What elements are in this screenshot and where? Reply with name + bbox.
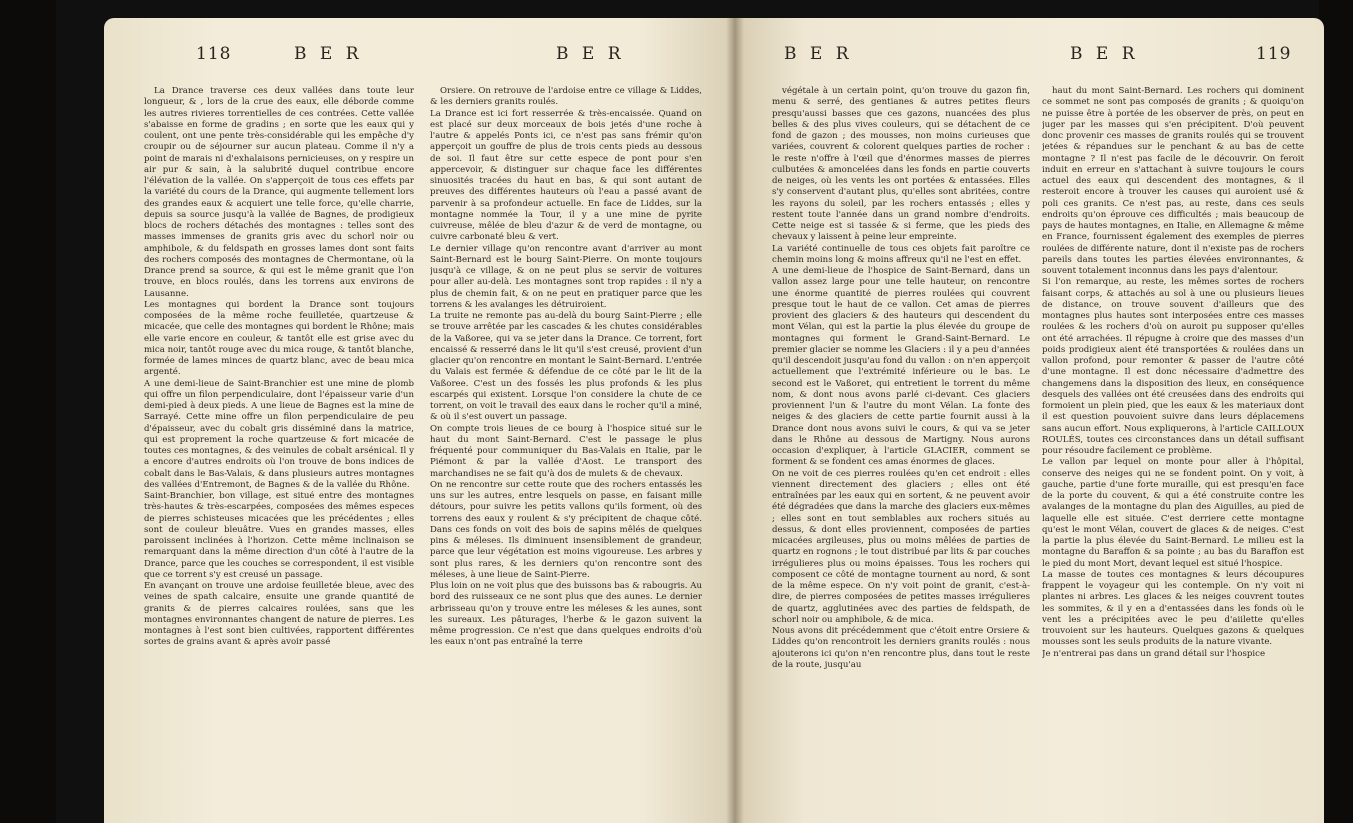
column-text: végétale à un certain point, qu'on trouve du gazon fin, menu & serré, des gentianes & autres petites fleurs presqu'aussi basses que ces gazons, nuancées des plus belles & des plus vives couleurs, qui se détachent de ce fond de gazon ; des mousses, non moins curieuses que variées, couvrent & colorent quelques parties de rocher : le reste n'offre à l'œil que d'énormes masses de pierres culbutées & amoncelées dans les fonds en partie couverts de neiges, où les vents les ont portées & entassées. Elles s'y conservent d'autant plus, qu'elles sont abritées, contre les rayons du soleil, par les rochers entassés ; elles y restent toute l'année dans un grand nombre d'endroits. Cette neige est si tassée & si ferme, que les pieds des chevaux y laissent à peine leur empreinte. La variété continuelle de tous ces objets fait paroître ce chemin moins long & moins affreux qu'il ne l'est en effet. A une demi-lieue de l'hospice de Saint-Bernard, dans un vallon assez large pour une telle hauteur, on rencontre une énorme quantité de pierres roulées qui couvrent presque tout le haut de ce vallon. Cet amas de pierres provient des glaciers & des hauteurs qui descendent du mont Vélan, qui est la partie la plus élevée du groupe de montagnes qui forment le Grand-Saint-Bernard. Le premier glacier se nomme les Glaciers : il y a peu d'années qu'il descendoit jusqu'au fond du vallon : on n'en apperçoit actuellement que l'extrémité inférieure ou le bas. Le second est le Vaßoret, qui entretient le torrent du même nom, & dont nous avons parlé ci-devant. Ces glaciers proviennent l'un & l'autre du mont Vélan. La fonte des neiges & des glaciers de cette partie fournit aussi à la Drance dont nous avons suivi le cours, & qui va se jeter dans le Rhône au dessous de Martigny. Nous aurons occasion d'expliquer, à l'article GLACIER, comment se forment & se fondent ces amas énormes de glaces. On ne voit de ces pierres roulées qu'en cet endroit : elles viennent directement des glaciers ; elles ont été entraînées par les eaux qui en sortent, & ne peuvent avoir été dégradées que dans la marche des glaciers eux-mêmes ; elles sont en tout semblables aux rochers situés au dessus, & dont elles proviennent, composées de parties micacées argileuses, plus ou moins mêlées de parties de quartz en rognons ; le tout distribué par lits & par couches irrégulieres plus ou moins épaisses. Tous les rochers qui composent ce côté de montagne tournent au nord, & sont de la même espece. On n'y voit point de granit, c'est-à-dire, de pierres composées de petites masses irrégulieres de quartz, agglutinées avec des parties de feldspath, de schorl noir ou amphibole, & de mica. Nous avons dit précédemment que c'étoit entre Orsiere & Liddes qu'on rencontroit les derniers granits roulés : nous ajouterons ici qu'on n'en rencontre plus, dans tout le reste de la route, jusqu'au: [772, 86, 1030, 670]
column-text: haut du mont Saint-Bernard. Les rochers qui dominent ce sommet ne sont pas composés de granits ; & quoiqu'on ne puisse être à portée de les observer de près, on peut en juger par les masses qui s'en précipitent. D'où peuvent donc provenir ces masses de granits roulés qui se trouvent jetées & répandues sur le penchant & au bas de cette montagne ? Il n'est pas facile de le découvrir. On feroit induit en erreur en s'attachant à suivre toujours le cours actuel des eaux qui descendent des montagnes, & il resteroit encore à trouver les causes qui auroient usé & poli ces granits. Ce n'est pas, au reste, dans ces seuls endroits qu'on éprouve ces difficultés ; mais beaucoup de pays de hautes montagnes, en Italie, en Allemagne & même en France, fournissent également des exemples de pierres roulées de différente nature, dont il n'existe pas de rochers pareils dans toutes les parties élevées environnantes, & souvent totalement inconnus dans les pays d'alentour. Si l'on remarque, au reste, les mêmes sortes de rochers faisant corps, & attachés au sol à une ou plusieurs lieues de distance, on trouve souvent d'ailleurs que des montagnes plus hautes sont interposées entre ces masses roulées & les rochers d'où on auroit pu supposer qu'elles ont été arrachées. Il répugne à croire que des masses d'un poids prodigieux aient été transportées & roulées dans un vallon profond, pour remonter & passer de l'autre côté d'une montagne. Il est donc nécessaire d'admettre des changemens dans la disposition des lieux, en conséquence desquels des vallées ont été creusées dans des endroits qui formoient un plein pied, que les eaux & les materiaux dont il est question pouvoient suivre dans leurs déplacemens sans aucun effort. Nous expliquerons, à l'article CAILLOUX ROULÉS, toutes ces circonstances dans un détail suffisant pour résoudre facilement ce problème. Le vallon par lequel on monte pour aller à l'hôpital, conserve des neiges qui ne se fondent point. On y voit, à gauche, partie d'une forte muraille, qui est presqu'en face de la porte du couvent, & qui a été construite contre les avalanges de la montagne du plan des Aiguilles, au pied de laquelle elle est située. C'est derriere cette montagne qu'est le mont Vélan, couvert de glaces & de neiges. C'est la partie la plus élevée du Saint-Bernard. Le milieu est la montagne du Baraffon & sa pointe ; au bas du Baraffon est le pied du mont Mort, devant lequel est situé l'hospice. La masse de toutes ces montagnes & leurs découpures frappent le voyageur qui les contemple. On n'y voit ni plantes ni arbres. Les glaces & les neiges couvrent toutes les sommites, & il y en a d'entassées dans les fonds où le vent les a précipitées avec le peu d'aiilette qu'elles trouvoient sur les hauteurs. Quelques gazons & quelques mousses sont les seuls produits de la nature vivante. Je n'entrerai pas dans un grand détail sur l'hospice: [1042, 86, 1304, 659]
book-spread: [56, 0, 1319, 823]
page-number-right: 119: [1256, 44, 1292, 64]
column-text: La Drance traverse ces deux vallées dans toute leur longueur, & , lors de la crue des eaux, elle déborde comme les autres rivieres torrentielles de ces contrées. Cette vallée s'abaisse en forme de gradins ; en sorte que les eaux qui y coulent, ont une pente très-considérable qui les empêche d'y croupir ou de séjourner sur aucun plateau. Comme il n'y a point de marais ni d'exhalaisons pernicieuses, on y respire un air pur & sain, à la salubrité duquel contribue encore l'élévation de la vallée. On s'apperçoit de tous ces effets par la variété du cours de la Drance, qui augmente tellement lors des grandes eaux & acquiert une telle force, qu'elle charrie, depuis sa source jusqu'à la vallée de Bagnes, de prodigieux blocs de rochers détachés des montagnes : telles sont des masses immenses de granits gris avec du schorl noir ou amphibole, & du feldspath en grosses lames dont sont faits des rochers composés des montagnes de Chermontane, où la Drance prend sa source, & qui est le même granit que l'on trouve, en blocs roulés, dans les torrens aux environs de Lausanne. Les montagnes qui bordent la Drance sont toujours composées de la même roche feuilletée, quartzeuse & micacée, que celle des montagnes qui bordent le Rhône; mais elle varie encore en couleur, & tantôt elle est grise avec du mica noir, tantôt rouge avec du mica rouge, & tantôt blanche, formée de lames minces de quartz blanc, avec de beau mica argenté. A une demi-lieue de Saint-Branchier est une mine de plomb qui offre un filon perpendiculaire, dont l'épaisseur varie d'un demi-pied à deux pieds. A une lieue de Bagnes est la mine de Sarrayé. Cette mine offre un filon perpendiculaire de peu d'épaisseur, avec du cobalt gris disséminé dans la matrice, qui est proprement la roche quartzeuse & fort micacée de toutes ces montagnes, & des veinules de cobalt arsénical. Il y a encore d'autres endroits où l'on trouve de bons indices de cobalt dans le Bas-Valais, & dans plusieurs autres montagnes des vallées d'Entremont, de Bagnes & de la vallée du Rhône. Saint-Branchier, bon village, est situé entre des montagnes très-hautes & très-escarpées, composées des mêmes especes de pierres schisteuses micacées que les précédentes ; elles sont de couleur bleuâtre. Vues en grandes masses, elles paroissent inclinées à l'horizon. Cette même inclinaison se remarquant dans la même direction d'un côté à l'autre de la Drance, parce que les couches se correspondent, il est visible que ce torrent s'y est creusé un passage. En avançant on trouve une ardoise feuilletée bleue, avec des veines de spath calcaire, ensuite une grande quantité de granits & de pierres calcaires roulées, sans que les montagnes environnantes changent de nature de pierres. Les montagnes à l'est sont bien cultivées, rapportent différentes sortes de grains avant & après avoir passé: [144, 86, 414, 648]
left-page-header: [104, 44, 734, 72]
running-head: B E R: [1070, 44, 1139, 64]
running-head: B E R: [556, 44, 625, 64]
book-gutter: [726, 18, 744, 823]
text-column-left-1: [144, 86, 414, 816]
right-page: [734, 18, 1324, 823]
right-page-header: [734, 44, 1324, 72]
text-column-left-2: [430, 86, 702, 816]
running-head: B E R: [294, 44, 363, 64]
column-text: Orsiere. On retrouve de l'ardoise entre ce village & Liddes, & les derniers granits roulés. La Drance est ici fort resserrée & très-encaissée. Quand on est placé sur deux morceaux de bois jetés d'une roche à l'autre & appelés Ponts ici, ce n'est pas sans frémir qu'on apperçoit un gouffre de plus de trois cents pieds au dessous de soi. Il faut être sur cette espece de pont pour s'en appercevoir, & distinguer sur chaque face les différentes sinuosités tracées du haut en bas, & qui sont autant de preuves des différentes hauteurs où l'eau a passé avant de parvenir à sa profondeur actuelle. En face de Liddes, sur la montagne nommée la Tour, il y a une mine de pyrite cuivreuse, mêlée de bleu d'azur & de verd de montagne, ou cuivre carbonaté bleu & vert. Le dernier village qu'on rencontre avant d'arriver au mont Saint-Bernard est le bourg Saint-Pierre. On monte toujours jusqu'à ce village, & on ne peut plus se servir de voitures pour aller au-delà. Les montagnes sont trop rapides : il n'y a plus de chemin fait, & on ne peut en pratiquer parce que les torrens & les avalanges les détruiroient. La truite ne remonte pas au-delà du bourg Saint-Pierre ; elle se trouve arrêtée par les cascades & les chutes considérables de la Vaßoree, qui va se jeter dans la Drance. Ce torrent, fort encaissé & resserré dans le lit qu'il s'est creusé, provient d'un glacier qu'on rencontre en montant le Saint-Bernard. L'entrée du Valais est fermée & défendue de ce côté par le lit de la Vaßoree. C'est un des fossés les plus profonds & les plus escarpés qui existent. Lorsque l'on considere la chute de ce torrent, on voit le travail des eaux dans le rocher qu'il a miné, & où il s'est ouvert un passage. On compte trois lieues de ce bourg à l'hospice situé sur le haut du mont Saint-Bernard. C'est le passage le plus fréquenté pour communiquer du Bas-Valais en Italie, par le Piémont & par la vallée d'Aost. Le transport des marchandises ne se fait qu'à dos de mulets & de chevaux. On ne rencontre sur cette route que des rochers entassés les uns sur les autres, entre lesquels on passe, en faisant mille détours, pour suivre les petits vallons qu'ils forment, où des torrens des eaux y roulent & s'y précipitent de chaque côté. Dans ces fonds on voit des bois de sapins mêlés de quelques pins & méleses. Ils diminuent insensiblement de grandeur, parce que leur végétation est moins vigoureuse. Les arbres y sont plus rares, & les derniers qu'on rencontre sont des méleses, à une lieue de Saint-Pierre. Plus loin on ne voit plus que des buissons bas & rabougris. Au bord des ruisseaux ce ne sont plus que des aunes. Le dernier arbrisseau qu'on y trouve entre les méleses & les aunes, sont les sureaux. Les pâturages, l'herbe & le gazon suivent la même progression. Ce n'est que dans quelques endroits d'où les eaux n'ont pas entraîné la terre: [430, 86, 702, 648]
text-column-right-2: [1042, 86, 1304, 816]
running-head: B E R: [784, 44, 853, 64]
page-number-left: 118: [196, 44, 232, 64]
left-page: [104, 18, 734, 823]
text-column-right-1: [772, 86, 1030, 816]
